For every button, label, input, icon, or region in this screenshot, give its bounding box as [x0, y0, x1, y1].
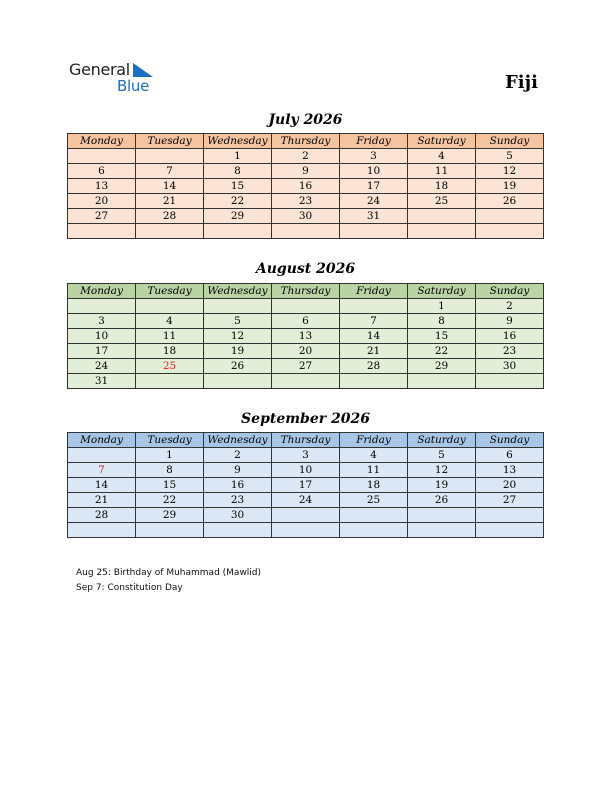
- week-row: [68, 478, 544, 493]
- empty-day-cell: [68, 149, 136, 164]
- day-cell: 11: [136, 329, 204, 344]
- weekday-header: Wednesday: [204, 433, 272, 448]
- day-cell: 18: [340, 478, 408, 493]
- empty-day-cell: [408, 508, 476, 523]
- day-cell: 25: [340, 493, 408, 508]
- day-cell: 17: [68, 344, 136, 359]
- day-cell: 12: [408, 463, 476, 478]
- day-cell: 28: [68, 508, 136, 523]
- day-cell: 2: [272, 149, 340, 164]
- day-cell: 19: [204, 344, 272, 359]
- weekday-header-row: [68, 433, 544, 448]
- day-cell: 16: [476, 329, 544, 344]
- day-cell: 30: [204, 508, 272, 523]
- holiday-note: Aug 25: Birthday of Muhammad (Mawlid): [76, 568, 262, 578]
- week-row: [68, 493, 544, 508]
- week-row: [68, 194, 544, 209]
- weekday-header: Thursday: [272, 284, 340, 299]
- day-cell: 22: [204, 194, 272, 209]
- empty-day-cell: [476, 209, 544, 224]
- day-cell: 2: [204, 448, 272, 463]
- month-title-august: August 2026: [255, 261, 356, 277]
- weekday-header: Saturday: [408, 433, 476, 448]
- day-cell: 21: [68, 493, 136, 508]
- day-cell: 1: [136, 448, 204, 463]
- empty-day-cell: [136, 224, 204, 239]
- empty-day-cell: [408, 523, 476, 538]
- day-cell: 16: [204, 478, 272, 493]
- day-cell: 30: [476, 359, 544, 374]
- day-cell: 9: [272, 164, 340, 179]
- day-cell: 18: [136, 344, 204, 359]
- week-row: [68, 179, 544, 194]
- day-cell: 24: [272, 493, 340, 508]
- calendar-july: [67, 133, 544, 239]
- calendar-august: [67, 283, 544, 389]
- day-cell: 4: [408, 149, 476, 164]
- empty-day-cell: [136, 299, 204, 314]
- weekday-header: Monday: [68, 433, 136, 448]
- weekday-header: Saturday: [408, 284, 476, 299]
- day-cell: 7: [340, 314, 408, 329]
- empty-day-cell: [340, 523, 408, 538]
- day-cell: 4: [340, 448, 408, 463]
- day-cell: 1: [204, 149, 272, 164]
- empty-day-cell: [68, 224, 136, 239]
- empty-day-cell: [272, 508, 340, 523]
- empty-day-cell: [204, 224, 272, 239]
- day-cell: 9: [204, 463, 272, 478]
- day-cell: 3: [272, 448, 340, 463]
- empty-day-cell: [204, 374, 272, 389]
- day-cell: 7: [68, 463, 136, 478]
- weekday-header: Sunday: [476, 284, 544, 299]
- day-cell: 18: [408, 179, 476, 194]
- day-cell: 14: [340, 329, 408, 344]
- day-cell: 19: [476, 179, 544, 194]
- empty-day-cell: [68, 299, 136, 314]
- day-cell: 9: [476, 314, 544, 329]
- week-row: [68, 448, 544, 463]
- empty-day-cell: [136, 374, 204, 389]
- day-cell: 15: [136, 478, 204, 493]
- empty-day-cell: [340, 299, 408, 314]
- weekday-header: Friday: [340, 134, 408, 149]
- week-row: [68, 359, 544, 374]
- empty-day-cell: [408, 209, 476, 224]
- empty-day-cell: [340, 508, 408, 523]
- day-cell: 8: [204, 164, 272, 179]
- day-cell: 3: [68, 314, 136, 329]
- calendar-september: [67, 432, 544, 538]
- day-cell: 30: [272, 209, 340, 224]
- empty-day-cell: [272, 224, 340, 239]
- weekday-header: Tuesday: [136, 284, 204, 299]
- week-row: [68, 344, 544, 359]
- day-cell: 1: [408, 299, 476, 314]
- day-cell: 24: [340, 194, 408, 209]
- logo-text-blue: Blue: [117, 77, 149, 95]
- country-name: Fiji: [505, 72, 538, 93]
- day-cell: 8: [408, 314, 476, 329]
- day-cell: 11: [408, 164, 476, 179]
- day-cell: 28: [136, 209, 204, 224]
- day-cell: 4: [136, 314, 204, 329]
- day-cell: 28: [340, 359, 408, 374]
- day-cell: 29: [136, 508, 204, 523]
- day-cell: 20: [272, 344, 340, 359]
- empty-day-cell: [340, 374, 408, 389]
- day-cell: 6: [476, 448, 544, 463]
- day-cell: 22: [136, 493, 204, 508]
- day-cell: 5: [476, 149, 544, 164]
- day-cell: 10: [272, 463, 340, 478]
- day-cell: 21: [136, 194, 204, 209]
- day-cell: 23: [272, 194, 340, 209]
- day-cell: 10: [68, 329, 136, 344]
- weekday-header: Tuesday: [136, 433, 204, 448]
- weekday-header: Sunday: [476, 134, 544, 149]
- day-cell: 15: [204, 179, 272, 194]
- day-cell: 6: [272, 314, 340, 329]
- empty-day-cell: [204, 523, 272, 538]
- weekday-header: Wednesday: [204, 134, 272, 149]
- day-cell: 26: [408, 493, 476, 508]
- weekday-header: Thursday: [272, 134, 340, 149]
- day-cell: 13: [272, 329, 340, 344]
- day-cell: 17: [272, 478, 340, 493]
- day-cell: 23: [204, 493, 272, 508]
- day-cell: 23: [476, 344, 544, 359]
- weekday-header: Monday: [68, 284, 136, 299]
- weekday-header: Friday: [340, 284, 408, 299]
- weekday-header: Monday: [68, 134, 136, 149]
- day-cell: 27: [476, 493, 544, 508]
- day-cell: 24: [68, 359, 136, 374]
- week-row: [68, 224, 544, 239]
- weekday-header: Sunday: [476, 433, 544, 448]
- week-row: [68, 463, 544, 478]
- empty-day-cell: [136, 523, 204, 538]
- day-cell: 25: [136, 359, 204, 374]
- week-row: [68, 314, 544, 329]
- day-cell: 6: [68, 164, 136, 179]
- weekday-header-row: [68, 134, 544, 149]
- day-cell: 25: [408, 194, 476, 209]
- day-cell: 3: [340, 149, 408, 164]
- day-cell: 31: [68, 374, 136, 389]
- day-cell: 8: [136, 463, 204, 478]
- empty-day-cell: [408, 374, 476, 389]
- day-cell: 13: [68, 179, 136, 194]
- holiday-note: Sep 7: Constitution Day: [76, 582, 183, 593]
- empty-day-cell: [272, 374, 340, 389]
- empty-day-cell: [408, 224, 476, 239]
- week-row: [68, 508, 544, 523]
- empty-day-cell: [476, 508, 544, 523]
- day-cell: 27: [68, 209, 136, 224]
- week-row: [68, 149, 544, 164]
- week-row: [68, 374, 544, 389]
- week-row: [68, 209, 544, 224]
- day-cell: 22: [408, 344, 476, 359]
- week-row: [68, 329, 544, 344]
- empty-day-cell: [476, 374, 544, 389]
- day-cell: 10: [340, 164, 408, 179]
- empty-day-cell: [68, 523, 136, 538]
- day-cell: 29: [204, 209, 272, 224]
- day-cell: 27: [272, 359, 340, 374]
- weekday-header: Friday: [340, 433, 408, 448]
- day-cell: 16: [272, 179, 340, 194]
- empty-day-cell: [272, 299, 340, 314]
- brand-logo: [69, 60, 169, 96]
- day-cell: 14: [68, 478, 136, 493]
- month-title-september: September 2026: [241, 411, 370, 427]
- day-cell: 15: [408, 329, 476, 344]
- day-cell: 20: [68, 194, 136, 209]
- day-cell: 21: [340, 344, 408, 359]
- holiday-notes: [76, 566, 261, 595]
- week-row: [68, 523, 544, 538]
- week-row: [68, 164, 544, 179]
- empty-day-cell: [476, 523, 544, 538]
- month-title-july: July 2026: [268, 112, 343, 128]
- day-cell: 26: [204, 359, 272, 374]
- weekday-header: Wednesday: [204, 284, 272, 299]
- empty-day-cell: [476, 224, 544, 239]
- day-cell: 17: [340, 179, 408, 194]
- day-cell: 26: [476, 194, 544, 209]
- day-cell: 12: [476, 164, 544, 179]
- weekday-header: Tuesday: [136, 134, 204, 149]
- day-cell: 7: [136, 164, 204, 179]
- day-cell: 5: [408, 448, 476, 463]
- empty-day-cell: [68, 448, 136, 463]
- day-cell: 13: [476, 463, 544, 478]
- logo-text-general: General: [69, 60, 130, 79]
- weekday-header-row: [68, 284, 544, 299]
- weekday-header: Thursday: [272, 433, 340, 448]
- empty-day-cell: [204, 299, 272, 314]
- day-cell: 29: [408, 359, 476, 374]
- weekday-header: Saturday: [408, 134, 476, 149]
- empty-day-cell: [272, 523, 340, 538]
- day-cell: 19: [408, 478, 476, 493]
- day-cell: 20: [476, 478, 544, 493]
- day-cell: 12: [204, 329, 272, 344]
- empty-day-cell: [136, 149, 204, 164]
- day-cell: 14: [136, 179, 204, 194]
- empty-day-cell: [340, 224, 408, 239]
- logo-triangle-icon: [133, 63, 153, 77]
- week-row: [68, 299, 544, 314]
- day-cell: 5: [204, 314, 272, 329]
- day-cell: 11: [340, 463, 408, 478]
- day-cell: 31: [340, 209, 408, 224]
- day-cell: 2: [476, 299, 544, 314]
